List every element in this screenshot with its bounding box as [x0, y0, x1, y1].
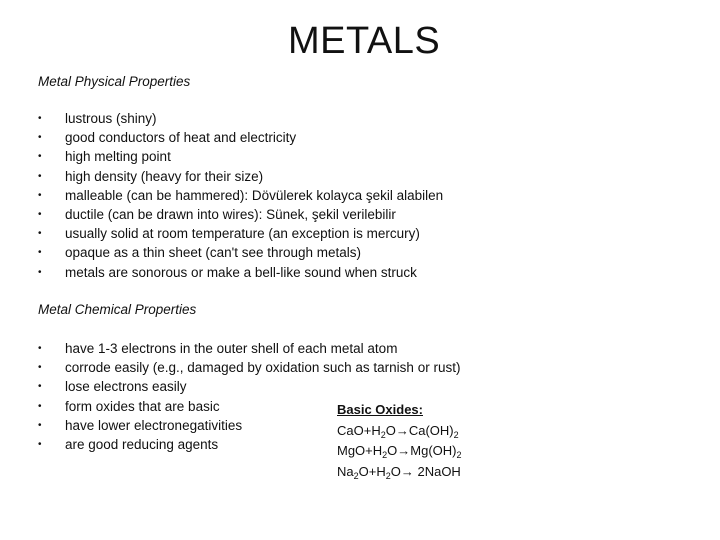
reaction-equation — [337, 462, 462, 483]
list-item — [38, 339, 460, 358]
list-item-text: form oxides that are basic — [65, 398, 220, 414]
bullet-icon: • — [38, 170, 42, 182]
list-item — [38, 109, 443, 128]
list-item — [38, 205, 443, 224]
reaction-equation — [337, 441, 462, 462]
list-item-text: have 1-3 electrons in the outer shell of each metal atom — [65, 341, 398, 356]
bullet-icon: • — [38, 266, 42, 278]
bullet-icon: • — [38, 343, 42, 354]
list-item-text: malleable (can be hammered): Dövülerek kolayca şekil alabilen — [65, 187, 444, 203]
list-item-text: ductile (can be drawn into wires): Sünek, şekil verilebilir — [65, 206, 396, 222]
list-item-text: lustrous (shiny) — [65, 111, 157, 126]
equation-text: CaO+H — [337, 422, 381, 438]
bullet-icon: • — [38, 151, 42, 163]
subscript: 2 — [385, 470, 391, 481]
equation-text: O→ 2NaOH — [390, 463, 461, 479]
list-item-text: have lower electronegativities — [65, 417, 243, 433]
list-item-text: usually solid at room temperature (an exception is mercury) — [65, 226, 420, 242]
bullet-icon: • — [38, 362, 42, 374]
subscript: 2 — [380, 429, 386, 440]
chemical-properties-heading: Metal Chemical Properties — [38, 302, 197, 317]
list-item — [38, 128, 443, 147]
list-item-text: opaque as a thin sheet (can't see through metals) — [65, 245, 362, 261]
list-item-text: corrode easily (e.g., damaged by oxidation such as tarnish or rust) — [65, 360, 461, 376]
equation-text: MgO+H — [337, 443, 383, 458]
list-item — [38, 243, 443, 262]
subscript: 2 — [456, 450, 462, 460]
page-title: METALS — [288, 20, 441, 62]
list-item-text: high melting point — [65, 149, 171, 165]
list-item-text: good conductors of heat and electricity — [65, 130, 297, 146]
list-item — [38, 167, 443, 186]
reaction-list — [337, 421, 462, 483]
physical-properties-heading: Metal Physical Properties — [38, 74, 191, 89]
bullet-icon: • — [38, 247, 42, 259]
equation-text: Na — [337, 463, 354, 479]
list-item-text: high density (heavy for their size) — [65, 168, 264, 184]
equation-text: O→Ca(OH) — [385, 422, 454, 438]
list-item — [38, 263, 443, 282]
list-item — [38, 377, 460, 396]
equation-text: O→Mg(OH) — [387, 443, 457, 458]
list-item — [38, 358, 460, 377]
subscript: 2 — [353, 470, 359, 481]
subscript: 2 — [453, 429, 459, 440]
bullet-icon: • — [38, 228, 42, 240]
bullet-icon: • — [38, 381, 42, 393]
list-item — [38, 186, 443, 205]
physical-properties-list — [38, 109, 443, 282]
list-item-text: lose electrons easily — [65, 379, 187, 395]
bullet-icon: • — [38, 400, 42, 412]
basic-oxides-heading: Basic Oxides: — [337, 402, 423, 417]
bullet-icon: • — [38, 419, 42, 431]
bullet-icon: • — [38, 113, 42, 124]
list-item — [38, 147, 443, 166]
basic-oxides-box — [337, 400, 462, 482]
bullet-icon: • — [38, 438, 42, 450]
bullet-icon: • — [38, 189, 42, 201]
subscript: 2 — [382, 450, 388, 460]
list-item — [38, 224, 443, 243]
list-item-text: metals are sonorous or make a bell-like sound when struck — [65, 264, 417, 280]
reaction-equation — [337, 421, 462, 442]
bullet-icon: • — [38, 208, 42, 220]
bullet-icon: • — [38, 132, 42, 144]
list-item-text: are good reducing agents — [65, 436, 219, 452]
equation-text: O+H — [358, 463, 386, 479]
